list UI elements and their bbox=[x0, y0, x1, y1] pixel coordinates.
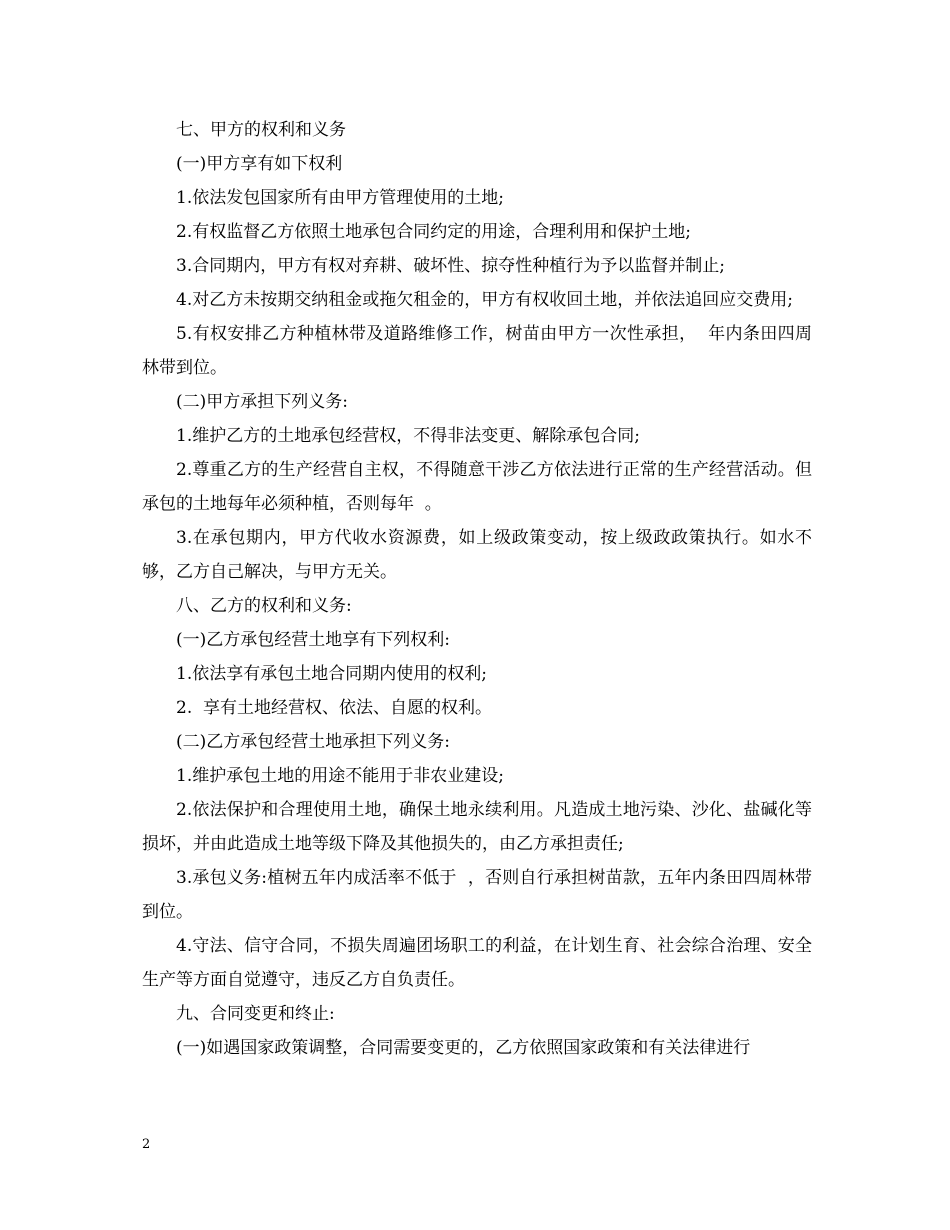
paragraph: 1.依法发包国家所有由甲方管理使用的土地; bbox=[176, 188, 504, 208]
paragraph: 1.维护乙方的土地承包经营权，不得非法变更、解除承包合同; bbox=[176, 426, 640, 446]
paragraph: 3.承包义务:植树五年内成活率不低于 ，否则自行承担树苗款，五年内条田四周林带到位。 bbox=[142, 868, 812, 922]
section-heading-9: 九、合同变更和终止: bbox=[176, 1004, 335, 1024]
page-number: 2 bbox=[142, 1137, 151, 1152]
subsection-heading: (二)甲方承担下列义务: bbox=[176, 392, 348, 412]
paragraph: 2. 享有土地经营权、依法、自愿的权利。 bbox=[176, 698, 493, 718]
paragraph: 1.维护承包土地的用途不能用于非农业建设; bbox=[176, 766, 504, 786]
section-heading-8: 八、乙方的权利和义务: bbox=[176, 596, 352, 616]
subsection-heading: (一)甲方享有如下权利 bbox=[176, 154, 343, 174]
paragraph: (一)如遇国家政策调整，合同需要变更的，乙方依照国家政策和有关法律进行 bbox=[176, 1038, 751, 1058]
paragraph: 3.在承包期内，甲方代收水资源费，如上级政策变动，按上级政政策执行。如水不够，乙方自己解决，与甲方无关。 bbox=[142, 528, 812, 582]
paragraph: 4.守法、信守合同，不损失周遍团场职工的利益，在计划生育、社会综合治理、安全生产等方面自觉遵守，违反乙方自负责任。 bbox=[142, 936, 812, 990]
paragraph: 2.尊重乙方的生产经营自主权，不得随意干涉乙方依法进行正常的生产经营活动。但承包的土地每年必须种植，否则每年 。 bbox=[142, 460, 812, 514]
document-body bbox=[142, 113, 812, 1065]
paragraph: 3.合同期内，甲方有权对弃耕、破坏性、掠夺性种植行为予以监督并制止; bbox=[176, 256, 725, 276]
section-heading-7: 七、甲方的权利和义务 bbox=[176, 120, 346, 140]
subsection-heading: (二)乙方承包经营土地承担下列义务: bbox=[176, 732, 450, 752]
paragraph: 1.依法享有承包土地合同期内使用的权利; bbox=[176, 664, 487, 684]
paragraph: 2.依法保护和合理使用土地，确保土地永续利用。凡造成土地污染、沙化、盐碱化等损坏，并由此造成土地等级下降及其他损失的，由乙方承担责任; bbox=[142, 800, 812, 854]
paragraph: 4.对乙方未按期交纳租金或拖欠租金的，甲方有权收回土地，并依法追回应交费用; bbox=[176, 290, 793, 310]
subsection-heading: (一)乙方承包经营土地享有下列权利: bbox=[176, 630, 450, 650]
paragraph: 5.有权安排乙方种植林带及道路维修工作，树苗由甲方一次性承担， 年内条田四周林带到位。 bbox=[142, 324, 812, 378]
paragraph: 2.有权监督乙方依照土地承包合同约定的用途，合理利用和保护土地; bbox=[176, 222, 691, 242]
